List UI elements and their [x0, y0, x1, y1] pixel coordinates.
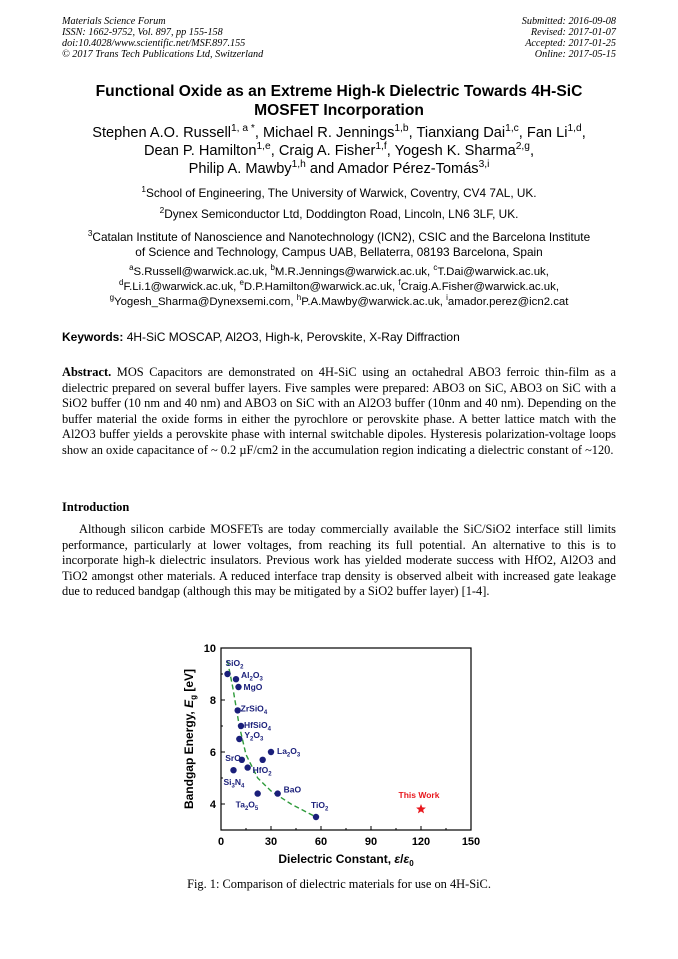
affiliation-text: School of Engineering, The University of Warwick, Coventry, CV4 7AL, UK. — [146, 186, 537, 200]
data-point — [259, 757, 265, 763]
journal-name: Materials Science Forum — [62, 16, 166, 27]
author-name: Dean P. Hamilton — [143, 143, 257, 159]
accepted-date: Accepted: 2017-01-25 — [525, 38, 616, 49]
data-point — [236, 736, 242, 742]
data-point — [268, 749, 274, 755]
y-tick-label: 4 — [209, 799, 216, 811]
point-label: ZrSiO$_4$ — [240, 703, 268, 716]
point-label: MgO — [243, 682, 263, 692]
x-tick-label: 150 — [461, 836, 481, 848]
author-name: Michael R. Jennings — [262, 125, 395, 141]
email-sup: b — [270, 263, 275, 273]
y-tick-label: 6 — [209, 747, 216, 759]
point-label: $La_2O_3$ — [277, 746, 301, 759]
author-name: Fan Li — [526, 125, 568, 141]
point-label: $Y_2O_3$ — [244, 730, 264, 743]
x-axis-ticks — [218, 826, 480, 848]
author-name: Philip A. Mawby — [188, 161, 292, 177]
email-address[interactable]: P.A.Mawby@warwick.ac.uk — [301, 296, 440, 308]
keyword: Perovskite — [306, 330, 363, 344]
x-tick-label: 30 — [264, 836, 278, 848]
data-point — [224, 671, 230, 677]
email-address[interactable]: M.R.Jennings@warwick.ac.uk — [274, 266, 427, 278]
data-point — [230, 767, 236, 773]
point-label: HfO$_2$ — [252, 764, 272, 778]
submitted-date: Submitted: 2016-09-08 — [521, 16, 616, 27]
x-tick-label: 90 — [364, 836, 378, 848]
point-label: SiO$_2$ — [225, 658, 244, 671]
affiliation-text: Catalan Institute of Nanoscience and Nanotechnology (ICN2), CSIC and the Barcelona Institute — [92, 230, 591, 244]
author-sup: 1,b — [394, 123, 409, 135]
point-label: BaO — [283, 784, 302, 795]
point-label: $Al_2O_3$ — [241, 670, 263, 683]
author-sup: 1,h — [291, 159, 306, 171]
introduction-text: Although silicon carbide MOSFETs are today commercially available the SiC/SiO2 interface still limits performance, particularly at lower voltages, from reaching its full potential. An alternative to this is to incorporate high-k dielectric insulators. Previous work has yielded moderate success with HfO2, Al2O3 and TiO2 amongst other materials. A reduced interface trap density is observed albeit with increased gate leakage due to reduced bandgap (although this may be mitigated by a SiO2 buffer layer) [1-4]. — [62, 522, 616, 599]
email-address[interactable]: D.P.Hamilton@warwick.ac.uk — [243, 281, 392, 293]
author-sup: 1,e — [256, 141, 271, 153]
author-sup: 1, a * — [230, 123, 255, 135]
affiliation-text: of Science and Technology, Campus UAB, Bellaterra, 08193 Barcelona, Spain — [135, 245, 543, 259]
data-point — [235, 684, 241, 690]
email-sup: h — [296, 293, 302, 303]
abstract-text: MOS Capacitors are demonstrated on 4H-SiC using an octahedral ABO3 ferroic thin-film as a dielectric prepared on several buffer layers. Five samples were prepared: ABO3 on SiC, ABO3 on SiC with a SiO2 buffer (10 nm and 40 nm) and ABO3 on SiC with an Al2O3 buffer (10nm and 40 nm). Depending on the buffer material the oxide forms in either the pyrochlore or perovskite phase. A better lattice match with the Al2O3 buffer yields a perovskite phase with internal switchable dipoles. Hysteresis polarization-voltage loops show an oxide capacitance of ~ 0.2 µF/cm2 in the accumulation region indicating a dielectric constant of ~120. — [62, 365, 616, 457]
email-sup: a — [129, 263, 134, 273]
email-address[interactable]: Yogesh_Sharma@Dynexsemi.com — [114, 296, 291, 308]
data-point — [313, 814, 319, 820]
data-point — [233, 676, 239, 682]
this-work-marker — [399, 790, 440, 813]
y-axis-label: Bandgap Energy, $E_g$ [eV] — [182, 668, 198, 810]
figure-caption: Fig. 1: Comparison of dielectric materials for use on 4H-SiC. — [187, 877, 491, 891]
affiliation-number: 1 — [141, 185, 147, 195]
email-sup: e — [239, 278, 244, 288]
keywords-label: Keywords: — [62, 330, 124, 344]
email-address[interactable]: T.Dai@warwick.ac.uk — [437, 266, 546, 278]
author-name: Amador Pérez-Tomás — [337, 161, 479, 177]
author-sup: 3,i — [478, 159, 490, 171]
point-label: TiO$_2$ — [311, 800, 329, 813]
this-work-label: This Work — [398, 790, 440, 801]
x-tick-label: 120 — [411, 836, 431, 848]
data-point — [254, 790, 260, 796]
data-points — [224, 658, 330, 820]
issn: ISSN: 1662-9752, Vol. 897, pp 155-158 — [62, 27, 223, 38]
keywords: Keywords: 4H-SiC MOSCAP, Al2O3, High-k, Perovskite, X-Ray Diffraction — [62, 330, 460, 344]
author-name: Craig A. Fisher — [278, 143, 376, 159]
author-name: Stephen A.O. Russell — [92, 125, 231, 141]
email-sup: c — [433, 263, 438, 273]
point-label: $Si_3N_4$ — [223, 777, 245, 790]
affiliation-number: 3 — [87, 229, 93, 239]
y-tick-label: 8 — [209, 695, 216, 707]
author-sup: 1,d — [567, 123, 582, 135]
x-tick-label: 0 — [217, 836, 225, 848]
email-list: $^a$S.Russell@warwick.ac.uk, $^b$M.R.Jennings@warwick.ac.uk, $^c$T.Dai@warwick.ac.uk, $^d$F.Li.1@warwick.ac.uk, $^e$D.P.Hamilton@warwick.ac.uk, $^f$Craig.A.Fisher@warwick.ac.uk, $^g$Yogesh_Sharma@Dynexsemi.com, $^h$P.A.Mawby@warwick.ac.uk, $^i$amador.perez@icn2.cat — [109, 263, 569, 308]
x-axis-label: Dielectric Constant, $\varepsilon/\varepsilon_0$ — [278, 852, 414, 868]
data-point — [244, 764, 250, 770]
keyword: Al2O3 — [225, 330, 259, 344]
title-line-2: MOSFET Incorporation — [254, 102, 424, 119]
data-point — [274, 790, 280, 796]
doi: doi:10.4028/www.scientific.net/MSF.897.155 — [62, 38, 246, 49]
author-list: Stephen A.O. Russell$^{1, a *}$, Michael R. Jennings$^{1,b}$, Tianxiang Dai$^{1,c}$, Fan Li$^{1,d}$, Dean P. Hamilton$^{1,e}$, Craig A. Fisher$^{1,f}$, Yogesh K. Sharma$^{2,g}$, Philip A. Mawby$^{1,h}$ and Amador Pérez-Tomás$^{3,i}$ — [92, 123, 586, 177]
title-line-1: Functional Oxide as an Extreme High-k Dielectric Towards 4H-SiC — [95, 83, 583, 100]
online-date: Online: 2017-05-15 — [534, 49, 616, 60]
email-address[interactable]: F.Li.1@warwick.ac.uk — [123, 281, 234, 293]
point-label: $Ta_2O_5$ — [235, 799, 259, 813]
author-sup: 1,f — [375, 141, 387, 153]
keyword: 4H-SiC MOSCAP — [126, 330, 220, 344]
keyword: High-k — [265, 330, 300, 344]
email-address[interactable]: Craig.A.Fisher@warwick.ac.uk — [400, 281, 556, 293]
email-sup: d — [119, 278, 124, 288]
x-tick-label: 60 — [314, 836, 328, 848]
author-sup: 2,g — [515, 141, 530, 153]
affiliation-number: 2 — [159, 206, 165, 216]
email-address[interactable]: amador.perez@icn2.cat — [447, 296, 569, 308]
author-sup: 1,c — [505, 123, 519, 135]
point-label: HfSiO$_4$ — [244, 720, 271, 733]
author-name: Tianxiang Dai — [416, 125, 506, 141]
author-name: Yogesh K. Sharma — [394, 143, 516, 159]
star-icon — [416, 804, 426, 813]
email-sup: f — [398, 278, 401, 288]
affiliation-text: Dynex Semiconductor Ltd, Doddington Road, Lincoln, LN6 3LF, UK. — [164, 207, 519, 221]
y-axis-ticks — [204, 643, 225, 811]
email-sup: i — [446, 293, 448, 303]
keyword: X-Ray Diffraction — [369, 330, 460, 344]
email-sup: g — [109, 293, 115, 303]
email-address[interactable]: S.Russell@warwick.ac.uk — [133, 266, 265, 278]
abstract-label: Abstract. — [62, 365, 112, 379]
revised-date: Revised: 2017-01-07 — [530, 27, 616, 38]
point-label: SrO — [225, 752, 241, 763]
y-tick-label: 10 — [203, 643, 216, 655]
copyright: © 2017 Trans Tech Publications Ltd, Switzerland — [62, 49, 264, 60]
section-heading-introduction: Introduction — [62, 500, 130, 514]
